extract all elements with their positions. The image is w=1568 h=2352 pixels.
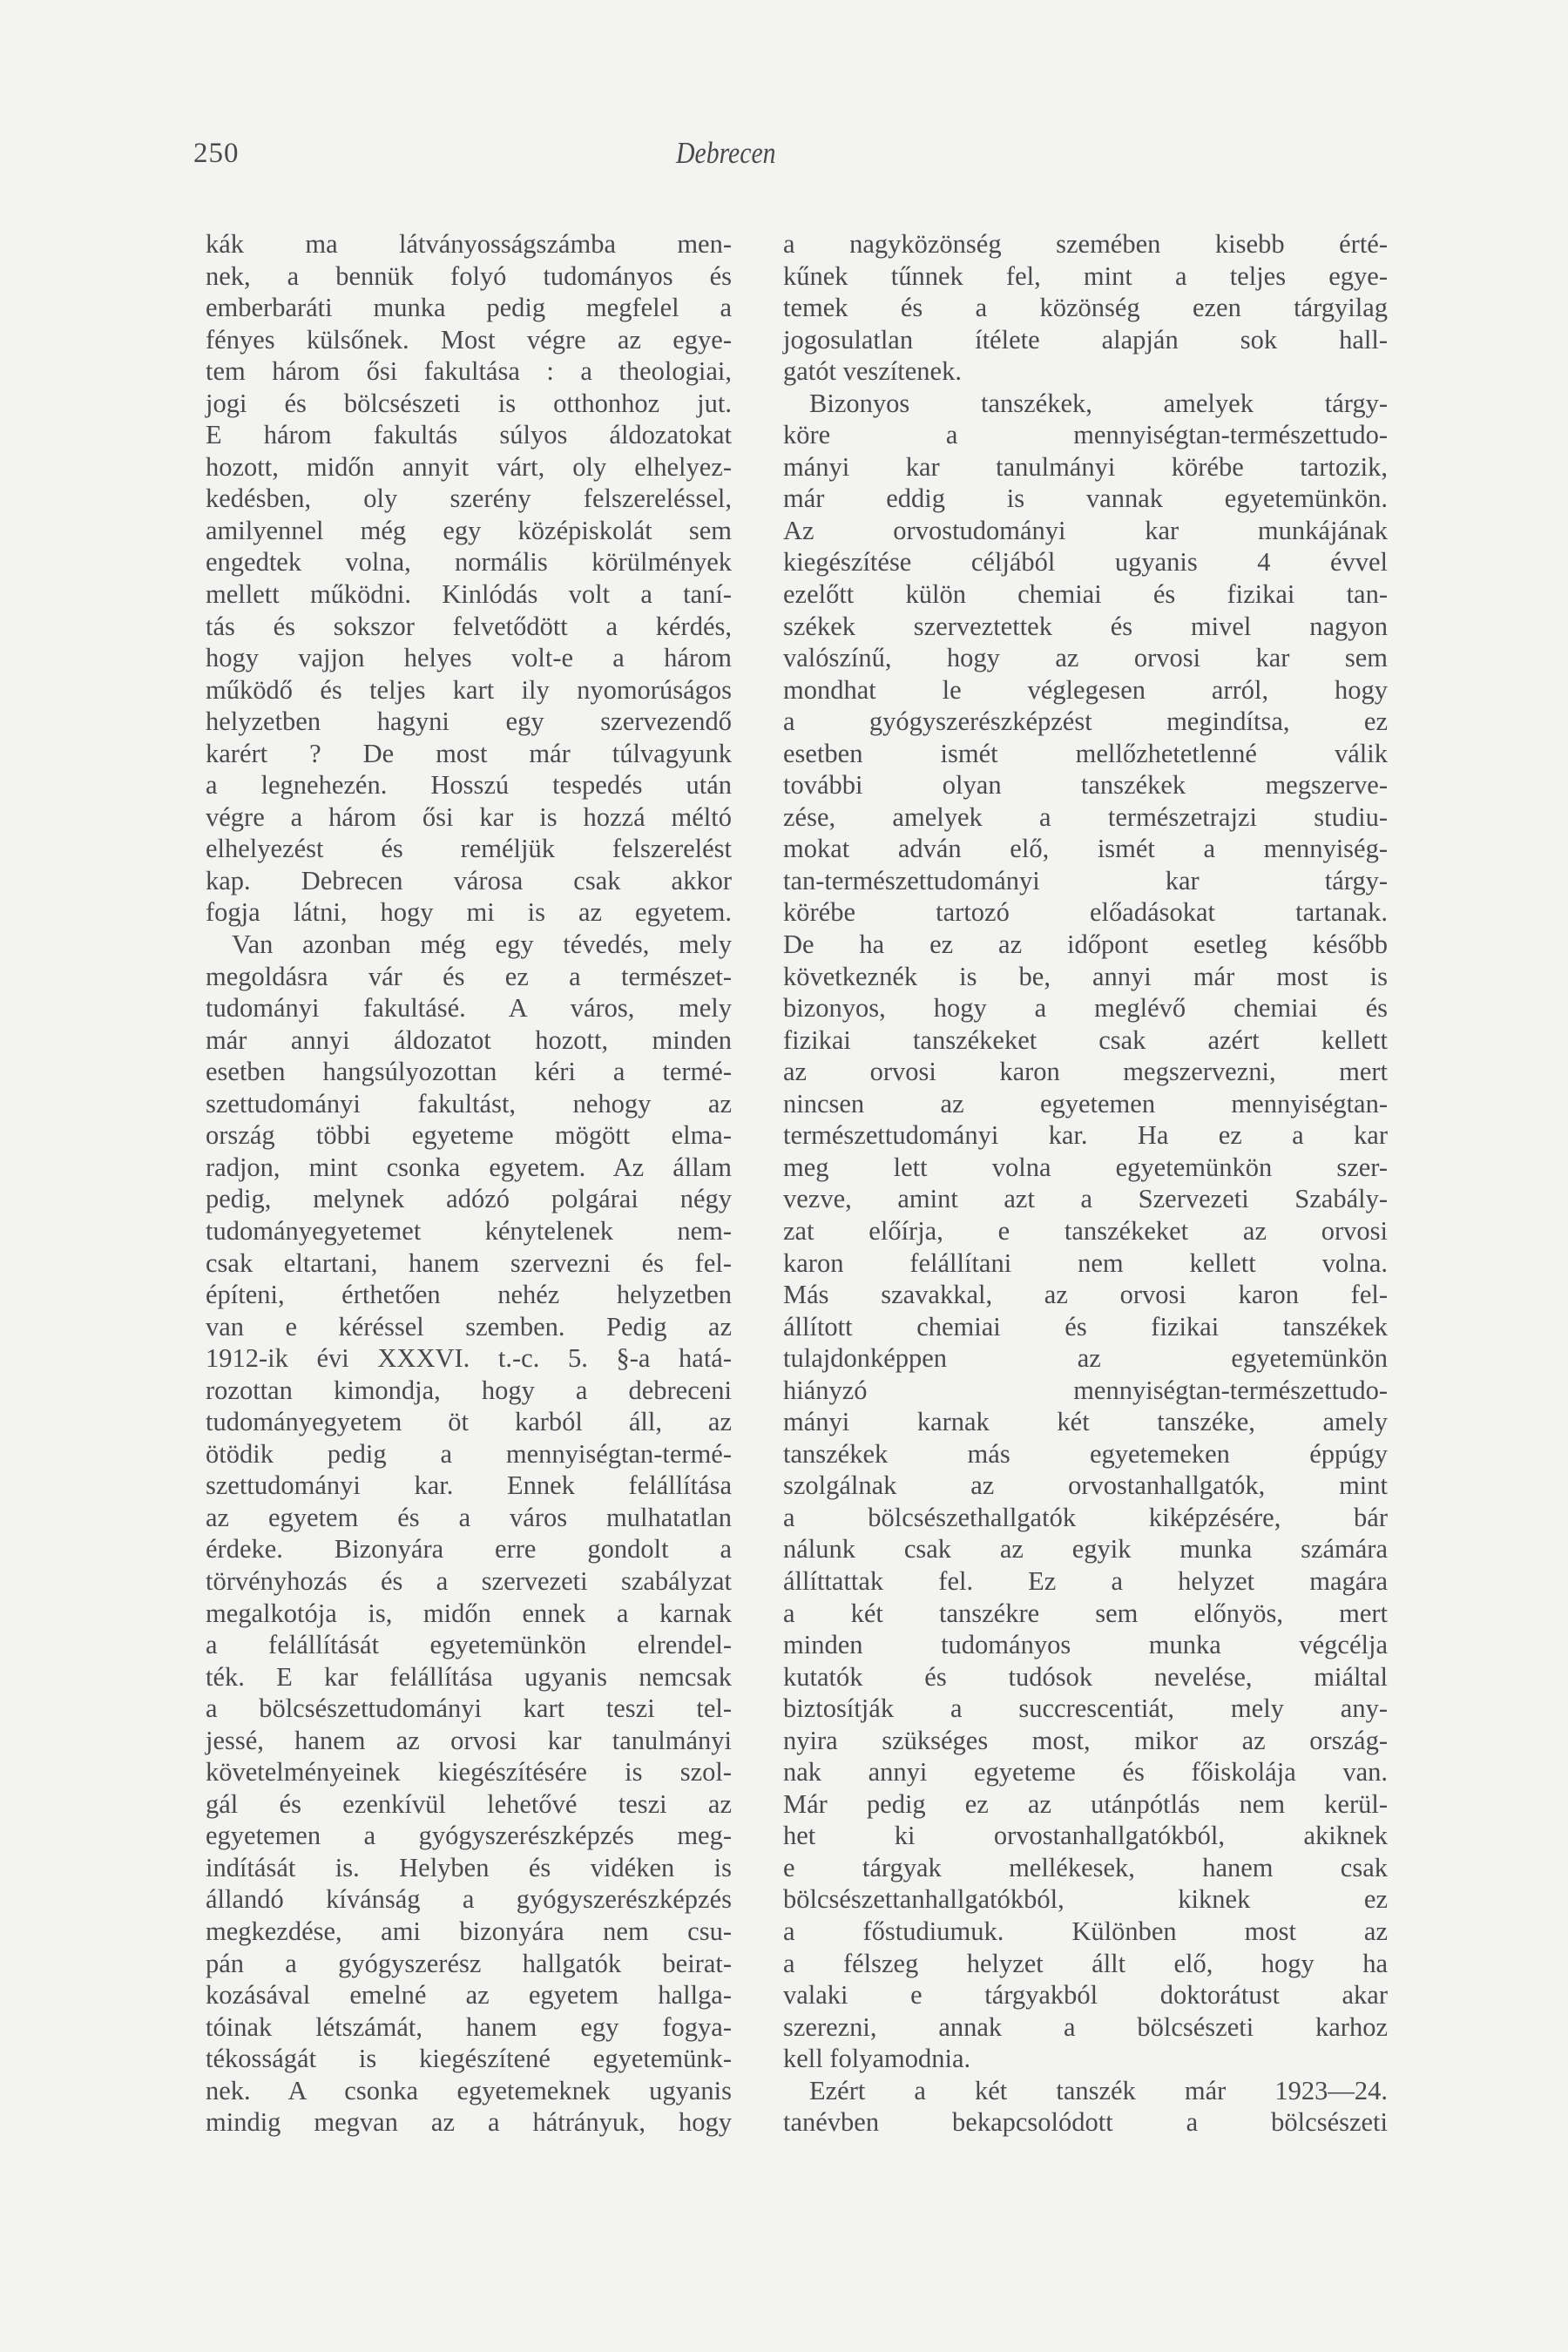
paragraph — [783, 228, 1388, 388]
text-line: köre a mennyiségtan-természettudo- — [783, 420, 1388, 450]
text-line: valószínű, hogy az orvosi kar sem — [783, 643, 1388, 673]
text-line: rozottan kimondja, hogy a debreceni — [206, 1375, 732, 1405]
text-line: a legnehezén. Hosszú tespedés után — [206, 770, 732, 801]
text-line: mányi karnak két tanszéke, amely — [783, 1407, 1388, 1437]
text-line: tás és sokszor felvetődött a kérdés, — [206, 611, 732, 641]
text-line: már annyi áldozatot hozott, minden — [206, 1024, 732, 1055]
text-line: minden tudományos munka végcélja — [783, 1630, 1388, 1660]
text-line: következnék is be, annyi már most is — [783, 961, 1388, 991]
text-line: a gyógyszerészképzést megindítsa, ez — [783, 706, 1388, 737]
text-line: Ezért a két tanszék már 1923—24. — [809, 2075, 1388, 2105]
text-line: a felállítását egyetemünkön elrendel- — [206, 1630, 732, 1660]
text-line: tudományi fakultásé. A város, mely — [206, 993, 732, 1024]
text-line: tan-természettudományi kar tárgy- — [783, 865, 1388, 896]
text-line: szerezni, annak a bölcsészeti karhoz — [783, 2011, 1388, 2042]
text-line: ország többi egyeteme mögött elma- — [206, 1120, 732, 1151]
text-line: emberbaráti munka pedig megfelel a — [206, 293, 732, 323]
text-line: tékosságát is kiegészítené egyetemünk- — [206, 2044, 732, 2074]
text-line: kap. Debrecen városa csak akkor — [206, 865, 732, 896]
text-line: a félszeg helyzet állt elő, hogy ha — [783, 1948, 1388, 1978]
text-line: ték. E kar felállítása ugyanis nemcsak — [206, 1661, 732, 1692]
text-line: nek. A csonka egyetemeknek ugyanis — [206, 2075, 732, 2105]
text-line: tanévben bekapcsolódott a bölcsészeti — [783, 2107, 1388, 2138]
text-line: nak annyi egyeteme és főiskolája van. — [783, 1757, 1388, 1788]
text-line: nincsen az egyetemen mennyiségtan- — [783, 1088, 1388, 1119]
text-line: mindig megvan az a hátrányuk, hogy — [206, 2107, 732, 2138]
text-line: esetben ismét mellőzhetetlenné válik — [783, 738, 1388, 768]
text-line: az orvosi karon megszervezni, mert — [783, 1057, 1388, 1087]
text-line: kell folyamodnia. — [783, 2044, 971, 2074]
text-line: mellett működni. Kinlódás volt a taní- — [206, 579, 732, 610]
text-line: Van azonban még egy tévedés, mely — [232, 929, 732, 960]
text-line: tulajdonképpen az egyetemünkön — [783, 1343, 1388, 1374]
text-line: követelményeinek kiegészítésére is szol- — [206, 1757, 732, 1788]
text-line: tanszékek más egyetemeken éppúgy — [783, 1438, 1388, 1469]
text-line: esetben hangsúlyozottan kéri a termé- — [206, 1057, 732, 1087]
text-line: körébe tartozó előadásokat tartanak. — [783, 897, 1388, 928]
text-line: De ha ez az időpont esetleg később — [783, 929, 1388, 960]
text-line: szettudományi fakultást, nehogy az — [206, 1088, 732, 1119]
text-line: állított chemiai és fizikai tanszékek — [783, 1311, 1388, 1342]
text-line: e tárgyak mellékesek, hanem csak — [783, 1852, 1388, 1882]
text-line: temek és a közönség ezen tárgyilag — [783, 293, 1388, 323]
text-line: megkezdése, ami bizonyára nem csu- — [206, 1916, 732, 1946]
text-line: valaki e tárgyakból doktorátust akar — [783, 1980, 1388, 2011]
paragraph — [206, 929, 732, 2139]
text-line: a két tanszékre sem előnyös, mert — [783, 1598, 1388, 1628]
text-line: szettudományi kar. Ennek felállítása — [206, 1470, 732, 1501]
text-line: het ki orvostanhallgatókból, akiknek — [783, 1821, 1388, 1851]
text-line: ötödik pedig a mennyiségtan-termé- — [206, 1438, 732, 1469]
text-line: mokat adván elő, ismét a mennyiség- — [783, 834, 1388, 864]
text-line: nek, a bennük folyó tudományos és — [206, 260, 732, 291]
text-line: építeni, érthetően nehéz helyzetben — [206, 1280, 732, 1310]
text-line: érdeke. Bizonyára erre gondolt a — [206, 1534, 732, 1565]
text-line: tem három ősi fakultása : a theologiai, — [206, 356, 732, 387]
paragraph — [783, 388, 1388, 2075]
text-line: engedtek volna, normális körülmények — [206, 547, 732, 578]
running-title: Debrecen — [676, 136, 776, 170]
text-line: pán a gyógyszerész hallgatók beirat- — [206, 1948, 732, 1978]
text-line: hozott, midőn annyit várt, oly elhelyez- — [206, 451, 732, 482]
text-line: kák ma látványosságszámba men- — [206, 229, 732, 259]
text-line: hogy vajjon helyes volt-e a három — [206, 643, 732, 673]
text-line: nyira szükséges most, mikor az ország- — [783, 1725, 1388, 1755]
paragraph — [783, 2075, 1388, 2139]
text-line: van e kéréssel szemben. Pedig az — [206, 1311, 732, 1342]
text-line: kedésben, oly szerény felszereléssel, — [206, 483, 732, 514]
text-line: jogosulatlan ítélete alapján sok hall- — [783, 324, 1388, 355]
text-line: kutatók és tudósok nevelése, miáltal — [783, 1661, 1388, 1692]
text-line: tóinak létszámát, hanem egy fogya- — [206, 2011, 732, 2042]
text-line: természettudományi kar. Ha ez a kar — [783, 1120, 1388, 1151]
text-column-left — [206, 228, 732, 2139]
text-line: székek szerveztettek és mivel nagyon — [783, 611, 1388, 641]
text-line: további olyan tanszékek megszerve- — [783, 770, 1388, 801]
text-line: mondhat le véglegesen arról, hogy — [783, 674, 1388, 705]
text-line: kiegészítése céljából ugyanis 4 évvel — [783, 547, 1388, 578]
text-line: kűnek tűnnek fel, mint a teljes egye- — [783, 260, 1388, 291]
paragraph — [206, 228, 732, 929]
text-line: karért ? De most már túlvagyunk — [206, 738, 732, 768]
text-line: végre a három ősi kar is hozzá méltó — [206, 801, 732, 832]
text-line: kozásával emelné az egyetem hallga- — [206, 1980, 732, 2011]
text-column-right — [783, 228, 1388, 2139]
text-line: fogja látni, hogy mi is az egyetem. — [206, 897, 732, 928]
text-line: Már pedig ez az utánpótlás nem kerül- — [783, 1788, 1388, 1819]
text-line: amilyennel még egy középiskolát sem — [206, 515, 732, 545]
text-line: jessé, hanem az orvosi kar tanulmányi — [206, 1725, 732, 1755]
text-line: gál és ezenkívül lehetővé teszi az — [206, 1788, 732, 1819]
text-line: szolgálnak az orvostanhallgatók, mint — [783, 1470, 1388, 1501]
text-line: ezelőtt külön chemiai és fizikai tan- — [783, 579, 1388, 610]
text-line: tudományegyetem öt karból áll, az — [206, 1407, 732, 1437]
text-line: a bölcsészettudományi kart teszi tel- — [206, 1693, 732, 1724]
text-line: állandó kívánság a gyógyszerészképzés — [206, 1884, 732, 1915]
text-line: radjon, mint csonka egyetem. Az állam — [206, 1152, 732, 1182]
text-line: karon felállítani nem kellett volna. — [783, 1247, 1388, 1278]
text-line: mányi kar tanulmányi körébe tartozik, — [783, 451, 1388, 482]
text-line: pedig, melynek adózó polgárai négy — [206, 1184, 732, 1214]
page-number: 250 — [193, 138, 240, 169]
text-line: állíttattak fel. Ez a helyzet magára — [783, 1565, 1388, 1596]
text-line: E három fakultás súlyos áldozatokat — [206, 420, 732, 450]
text-line: Az orvostudományi kar munkájának — [783, 515, 1388, 545]
text-line: helyzetben hagyni egy szervezendő — [206, 706, 732, 737]
text-line: 1912-ik évi XXXVI. t.-c. 5. §-a hatá- — [206, 1343, 732, 1374]
text-line: fizikai tanszékeket csak azért kellett — [783, 1024, 1388, 1055]
text-line: fényes külsőnek. Most végre az egye- — [206, 324, 732, 355]
text-line: Bizonyos tanszékek, amelyek tárgy- — [809, 388, 1388, 418]
text-line: jogi és bölcsészeti is otthonhoz jut. — [206, 388, 732, 418]
text-line: bölcsészettanhallgatókból, kiknek ez — [783, 1884, 1388, 1915]
text-line: az egyetem és a város mulhatatlan — [206, 1502, 732, 1532]
text-line: a bölcsészethallgatók kiképzésére, bár — [783, 1502, 1388, 1532]
text-line: gatót veszítenek. — [783, 356, 962, 387]
text-line: biztosítják a succrescentiát, mely any- — [783, 1693, 1388, 1724]
text-line: zése, amelyek a természetrajzi studiu- — [783, 801, 1388, 832]
text-line: Más szavakkal, az orvosi karon fel- — [783, 1280, 1388, 1310]
text-line: megalkotója is, midőn ennek a karnak — [206, 1598, 732, 1628]
text-line: a nagyközönség szemében kisebb érté- — [783, 229, 1388, 259]
text-line: egyetemen a gyógyszerészképzés meg- — [206, 1821, 732, 1851]
text-line: hiányzó mennyiségtan-természettudo- — [783, 1375, 1388, 1405]
text-line: megoldásra vár és ez a természet- — [206, 961, 732, 991]
text-line: már eddig is vannak egyetemünkön. — [783, 483, 1388, 514]
text-line: indítását is. Helyben és vidéken is — [206, 1852, 732, 1882]
text-line: működő és teljes kart ily nyomorúságos — [206, 674, 732, 705]
text-line: meg lett volna egyetemünkön szer- — [783, 1152, 1388, 1182]
text-line: csak eltartani, hanem szervezni és fel- — [206, 1247, 732, 1278]
text-line: zat előírja, e tanszékeket az orvosi — [783, 1215, 1388, 1246]
text-line: tudományegyetemet kénytelenek nem- — [206, 1215, 732, 1246]
text-line: törvényhozás és a szervezeti szabályzat — [206, 1565, 732, 1596]
text-line: a főstudiumuk. Különben most az — [783, 1916, 1388, 1946]
text-line: elhelyezést és reméljük felszerelést — [206, 834, 732, 864]
text-line: vezve, amint azt a Szervezeti Szabály- — [783, 1184, 1388, 1214]
text-line: nálunk csak az egyik munka számára — [783, 1534, 1388, 1565]
text-line: bizonyos, hogy a meglévő chemiai és — [783, 993, 1388, 1024]
